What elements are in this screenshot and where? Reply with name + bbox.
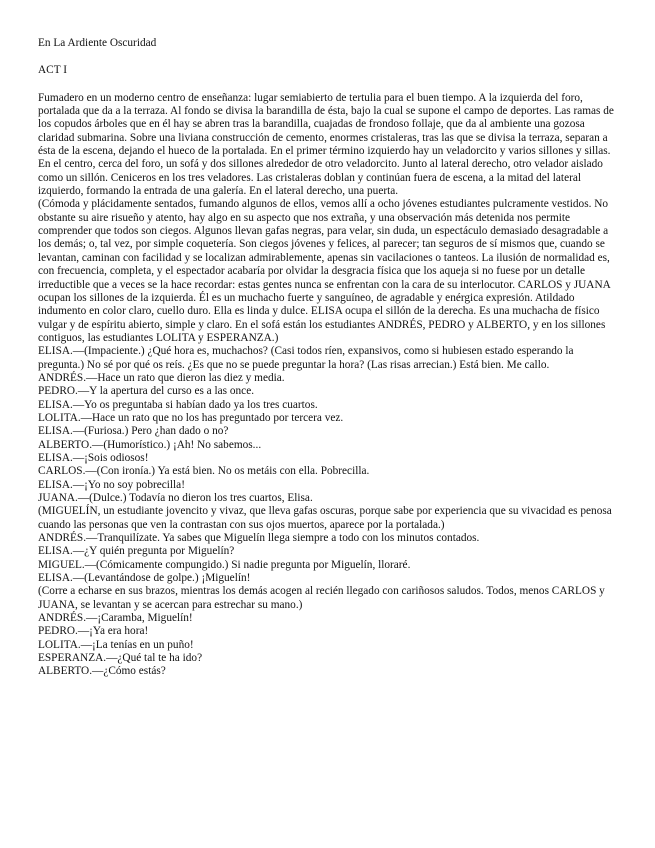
- stage-direction: (Cómoda y plácidamente sentados, fumando algunos de ellos, vemos allí a ocho jóvenes estudiantes pulcramente vestidos. No obstante su aire risueño y atento, hay algo en su aspecto que nos extraña, y una observación más detenida nos permite comprender que todos son ciegos. Algunos llevan gafas negras, para velar, sin duda, un espectáculo demasiado desagradable a los demás; o, tal vez, por simple coquetería. Son ciegos jóvenes y felices, al parecer; tan seguros de sí mismos que, cuando se levantan, caminan con facilidad y se localizan admirablemente, apenas sin vacilaciones o tanteos. La ilusión de normalidad es, con frecuencia, completa, y el espectador acabaría por olvidar la desgracia física que los aqueja si no fuese por un detalle irreductible que a veces se la hace recordar: estas gentes nunca se enfrentan con la cara de su interlocutor. CARLOS y JUANA ocupan los sillones de la izquierda. Él es un muchacho fuerte y sanguíneo, de agradable y enérgica expresión. Atildado indumento en color claro, cuello duro. Ella es linda y dulce. ELISA ocupa el sillón de la derecha. Es una muchacha de físico vulgar y de espíritu abierto, simple y claro. En el sofá están los estudiantes ANDRÉS, PEDRO y ALBERTO, y en los sillones contiguos, las estudiantes LOLITA y ESPERANZA.): [38, 198, 611, 344]
- stage-direction: (MIGUELÍN, un estudiante jovencito y vivaz, que lleva gafas oscuras, porque sabe por experiencia que su vivacidad es penosa cuando las personas que ven la contrastan con sus ojos muertos, aparece por la portalada.): [38, 505, 612, 531]
- dialogue-line: ELISA.—(Impaciente.) ¿Qué hora es, muchachos? (Casi todos ríen, expansivos, como si hubiesen estado esperando la pregunta.) No sé por qué os reís. ¿Es que no se puede preguntar la hora? (Las risas arrecian.) Está bien. Me callo.: [38, 345, 574, 371]
- stage-direction: (Corre a echarse en sus brazos, mientras los demás acogen al recién llegado con cariñosos saludos. Todos, menos CARLOS y JUANA, se levantan y se acercan para estrechar su mano.): [38, 585, 605, 611]
- setting-paragraph: Fumadero en un moderno centro de enseñanza: lugar semiabierto de tertulia para el buen tiempo. A la izquierda del foro, portalada que da a la terraza. Al fondo se divisa la barandilla de ésta, bajo la cual se supone el campo de deportes. Las ramas de los copudos árboles que en él hay se abren tras la barandilla, cuajadas de frondoso follaje, que da al ambiente una gozosa claridad submarina. Sobre una liviana construcción de cemento, enormes cristaleras, tras las que se divisa la terraza, separan a ésta de la escena, dejando el hueco de la portalada. En el primer término izquierdo hay un veladorcito y varios sillones y sillas. En el centro, cerca del foro, un sofá y dos sillones alrededor de otro veladorcito. Junto al lateral derecho, otro velador aislado como un sillón. Ceniceros en los tres veladores. Las cristaleras doblan y continúan fuera de escena, a la mitad del lateral izquierdo, formando la entrada de una galería. En el lateral derecho, una puerta.: [38, 91, 614, 198]
- dialogue-line: ELISA.—¿Y quién pregunta por Miguelín?: [38, 545, 235, 558]
- dialogue-line: ANDRÉS.—¡Caramba, Miguelín!: [38, 612, 193, 625]
- document-page: [38, 37, 618, 679]
- dialogue-line: ESPERANZA.—¿Qué tal te ha ido?: [38, 652, 203, 665]
- dialogue-line: ELISA.—(Furiosa.) Pero ¿han dado o no?: [38, 425, 229, 438]
- dialogue-line: CARLOS.—(Con ironía.) Ya está bien. No os metáis con ella. Pobrecilla.: [38, 465, 370, 478]
- dialogue-line: LOLITA.—Hace un rato que no los has preguntado por tercera vez.: [38, 411, 344, 424]
- dialogue-line: MIGUEL.—(Cómicamente compungido.) Si nadie pregunta por Miguelín, lloraré.: [38, 558, 411, 571]
- dialogue-line: ANDRÉS.—Tranquilízate. Ya sabes que Miguelín llega siempre a todo con los minutos contados.: [38, 532, 480, 545]
- dialogue-line: ALBERTO.—(Humorístico.) ¡Ah! No sabemos...: [38, 438, 262, 451]
- dialogue-line: JUANA.—(Dulce.) Todavía no dieron los tres cuartos, Elisa.: [38, 492, 313, 504]
- dialogue-line: PEDRO.—Y la apertura del curso es a las once.: [38, 385, 255, 398]
- dialogue-line: ALBERTO.—¿Cómo estás?: [38, 665, 166, 678]
- dialogue-line: LOLITA.—¡La tenías en un puño!: [38, 638, 194, 651]
- dialogue-line: ELISA.—(Levantándose de golpe.) ¡Miguelín!: [38, 572, 251, 585]
- dialogue-line: ELISA.—Yo os preguntaba si habían dado ya los tres cuartos.: [38, 398, 318, 411]
- document-title: En La Ardiente Oscuridad: [38, 37, 157, 49]
- dialogue-line: ELISA.—¡Yo no soy pobrecilla!: [38, 478, 185, 491]
- dialogue-line: ANDRÉS.—Hace un rato que dieron las diez y media.: [38, 371, 285, 384]
- dialogue-line: PEDRO.—¡Ya era hora!: [38, 625, 149, 638]
- dialogue-line: ELISA.—¡Sois odiosos!: [38, 451, 149, 464]
- act-heading: ACT I: [38, 64, 67, 77]
